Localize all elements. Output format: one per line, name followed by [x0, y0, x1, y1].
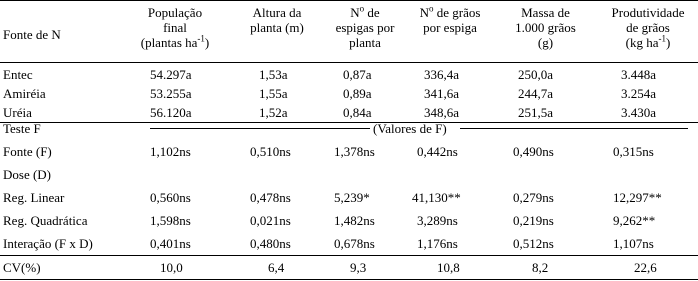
table-cell: 336,4a [424, 67, 460, 82]
table-cell: 0,480ns [250, 236, 291, 251]
table-cell: 0,560ns [150, 190, 191, 205]
table-cell: 6,4 [268, 260, 285, 275]
table-cell: 0,219ns [513, 213, 554, 228]
f-test-rule [0, 255, 698, 256]
table-cell: 5,239* [334, 190, 370, 205]
sources-rule [0, 122, 698, 123]
row-label: Dose (D) [3, 167, 52, 182]
row-label: Interação (F x D) [3, 236, 93, 251]
table-cell: 0,442ns [417, 144, 458, 159]
header-massa: Massa de 1.000 grãos (g) [515, 5, 576, 50]
table-cell: 22,6 [634, 260, 657, 275]
table-cell: 348,6a [424, 105, 460, 120]
row-label: Amiréia [3, 86, 46, 101]
table-cell: 0,510ns [250, 144, 291, 159]
table-cell: 0,478ns [250, 190, 291, 205]
table-cell: 0,490ns [513, 144, 554, 159]
table-cell: 0,279ns [513, 190, 554, 205]
table-cell: 1,176ns [417, 236, 458, 251]
row-label: Entec [3, 67, 33, 82]
f-span-line-left [150, 128, 370, 129]
header-espigas: $N^o$ de espigas por planta [335, 3, 395, 50]
table-cell: 10,8 [437, 260, 460, 275]
header-produtividade: Produtividade de grãos (kg $ha^{-1}$) [611, 5, 685, 50]
header-fonte: Fonte de N [3, 27, 61, 42]
table-cell: 0,401ns [150, 236, 191, 251]
table-cell: 0,315ns [613, 144, 654, 159]
table-cell: 3.254a [621, 86, 657, 101]
table-cell: 0,678ns [334, 236, 375, 251]
table-cell: 1,55a [259, 86, 288, 101]
table-cell: 8,2 [532, 260, 549, 275]
table-cell: 0,512ns [513, 236, 554, 251]
table-cell: 251,5a [518, 105, 554, 120]
table-cell: 53.255a [150, 86, 192, 101]
table-cell: 54.297a [150, 67, 192, 82]
table-cell: 250,0a [518, 67, 554, 82]
header-rule [0, 62, 698, 63]
table-cell: 1,378ns [334, 144, 375, 159]
table-cell: 10,0 [160, 260, 183, 275]
table-cell: 3,289ns [417, 213, 458, 228]
header-populacao: População final (plantas $ha^{-1}$) [140, 5, 210, 50]
row-label: Uréia [3, 105, 32, 120]
table-cell: 1,598ns [150, 213, 191, 228]
table-top-rule [0, 0, 698, 1]
header-graos: $N^o$ de grãos por espiga [419, 3, 481, 35]
table-cell: 1,102ns [150, 144, 191, 159]
table-cell: 9,3 [350, 260, 367, 275]
table-cell: 0,89a [343, 86, 372, 101]
row-label: Reg. Linear [3, 190, 65, 205]
table-cell: 56.120a [150, 105, 192, 120]
table-cell: 0,84a [343, 105, 372, 120]
row-label: CV(%) [3, 260, 41, 275]
table-cell: 341,6a [424, 86, 460, 101]
table-cell: 12,297** [613, 190, 662, 205]
header-altura: Altura da planta (m) [250, 5, 304, 35]
table-cell: 3.430a [621, 105, 657, 120]
table-cell: 9,262** [613, 213, 656, 228]
table-cell: 244,7a [518, 86, 554, 101]
table-cell: 3.448a [621, 67, 657, 82]
table-bottom-rule [0, 279, 698, 280]
table-cell: 1,52a [259, 105, 288, 120]
row-label: Fonte (F) [3, 144, 52, 159]
table-cell: 1,482ns [334, 213, 375, 228]
f-test-label: Teste F [3, 121, 41, 136]
f-span-label: (Valores de F) [373, 121, 447, 136]
row-label: Reg. Quadrática [3, 213, 88, 228]
table-cell: 41,130** [412, 190, 461, 205]
table-cell: 0,87a [343, 67, 372, 82]
table-cell: 1,107ns [613, 236, 654, 251]
table-cell: 0,021ns [250, 213, 291, 228]
table-cell: 1,53a [259, 67, 288, 82]
f-span-line-right [460, 128, 688, 129]
